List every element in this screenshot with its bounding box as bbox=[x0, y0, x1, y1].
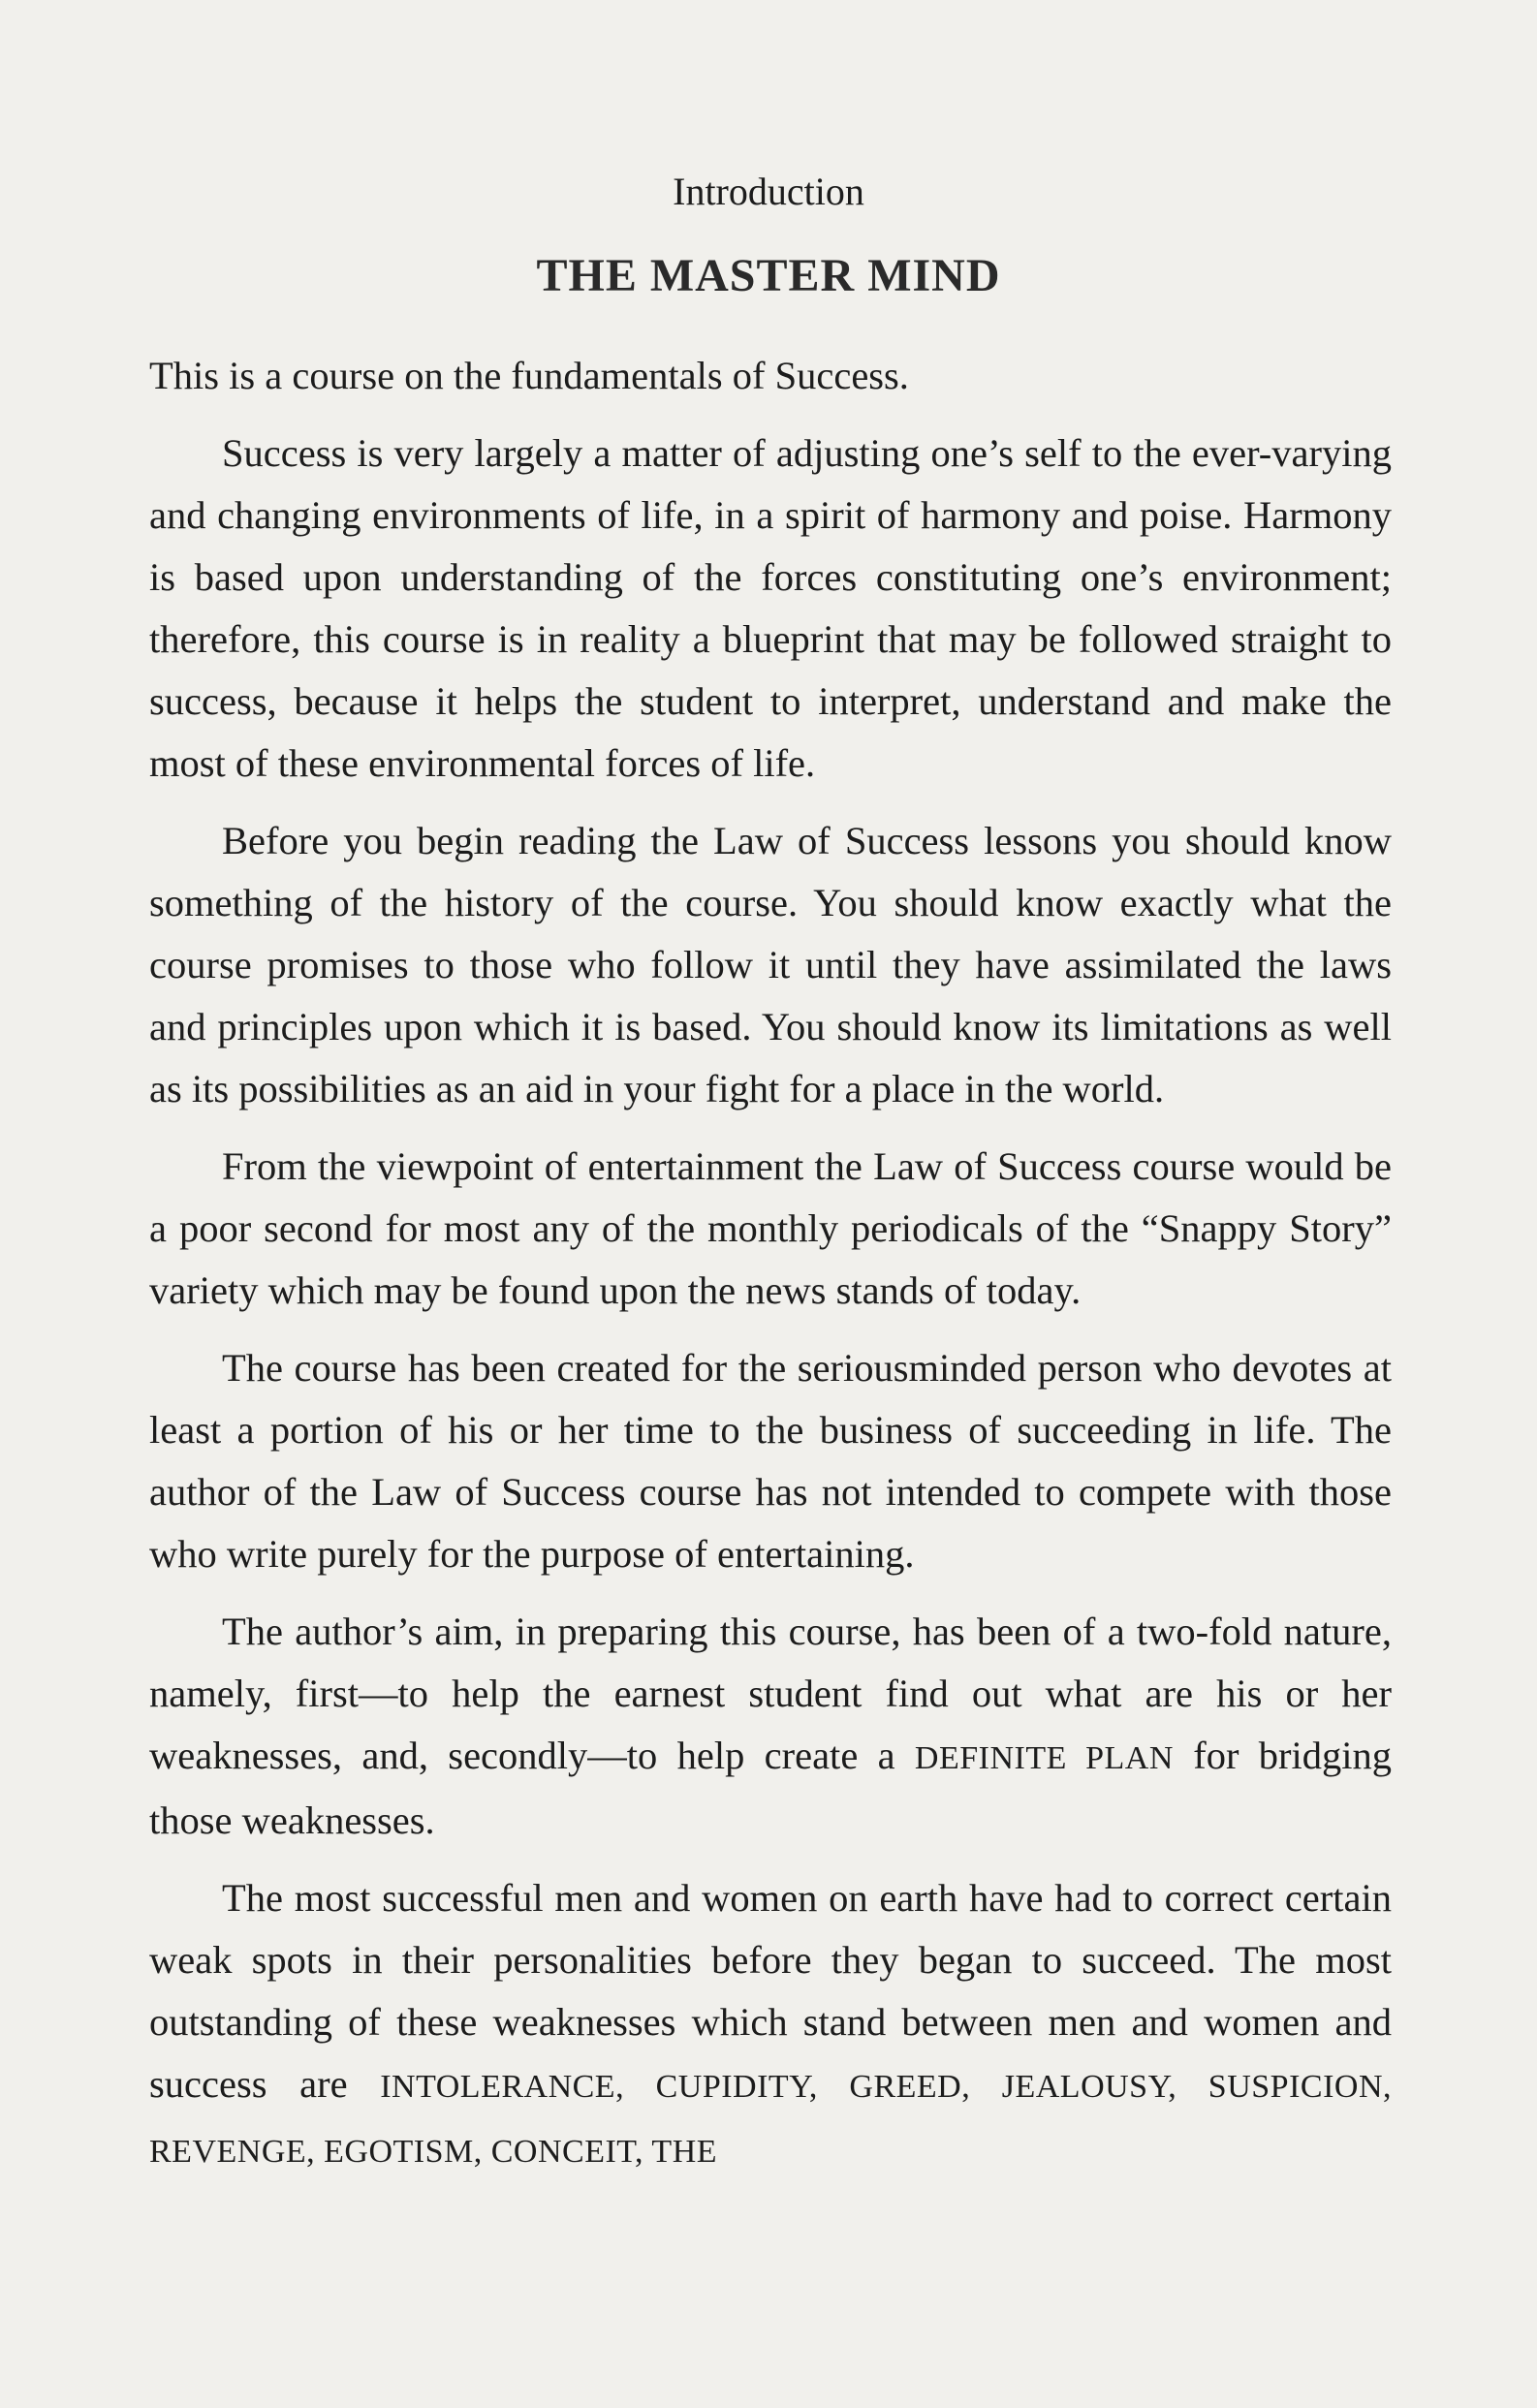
paragraph-7 bbox=[149, 1867, 1392, 2183]
paragraph-6-emphasis: DEFINITE PLAN bbox=[914, 1740, 1174, 1776]
paragraph-6 bbox=[149, 1601, 1392, 1852]
chapter-title: THE MASTER MIND bbox=[536, 250, 1001, 301]
paragraph-5: The course has been created for the seriousminded person who devotes at least a portion of his or her time to the business of succeeding in life. The author of the Law of Success course has not intended to compete with those who write purely for the purpose of entertaining. bbox=[149, 1346, 1392, 1576]
body-text bbox=[149, 345, 1392, 2199]
paragraph-1: This is a course on the fundamentals of Success. bbox=[149, 354, 909, 397]
paragraph-6-text-end: for bridging those weaknesses. bbox=[149, 1734, 1392, 1842]
paragraph-4: From the viewpoint of entertainment the Law of Success course would be a poor second for most any of the monthly periodicals of the “Snappy Story” variety which may be found upon the news stands of today. bbox=[149, 1144, 1392, 1312]
paragraph-6-text: The author’s aim, in preparing this course, has been of a two-fold nature, namely, first—to help the earnest student find out what are his or her weaknesses, and, secondly—to help create a bbox=[149, 1610, 1392, 1777]
paragraph-3: Before you begin reading the Law of Success lessons you should know something of the history of the course. You should know exactly what the course promises to those who follow it until they have assimilated the laws and principles upon which it is based. You should know its limitations as well as its possibilities as an aid in your fight for a place in the world. bbox=[149, 819, 1392, 1110]
paragraph-7-text: The most successful men and women on earth have had to correct certain weak spots in their personalities before they began to succeed. The most outstanding of these weaknesses which stand between men and women and success are bbox=[149, 1876, 1392, 2106]
section-label: Introduction bbox=[673, 170, 864, 213]
paragraph-2: Success is very largely a matter of adjusting one’s self to the ever-varying and changing environments of life, in a spirit of harmony and poise. Harmony is based upon understanding of the forces constituting one’s environment; therefore, this course is in reality a blueprint that may be followed straight to success, because it helps the student to interpret, understand and make the most of these environmental forces of life. bbox=[149, 431, 1392, 785]
paragraph-7-emphasis: INTOLERANCE, CUPIDITY, GREED, JEALOUSY, SUSPICION, REVENGE, EGOTISM, CONCEIT, THE bbox=[149, 2069, 1392, 2170]
